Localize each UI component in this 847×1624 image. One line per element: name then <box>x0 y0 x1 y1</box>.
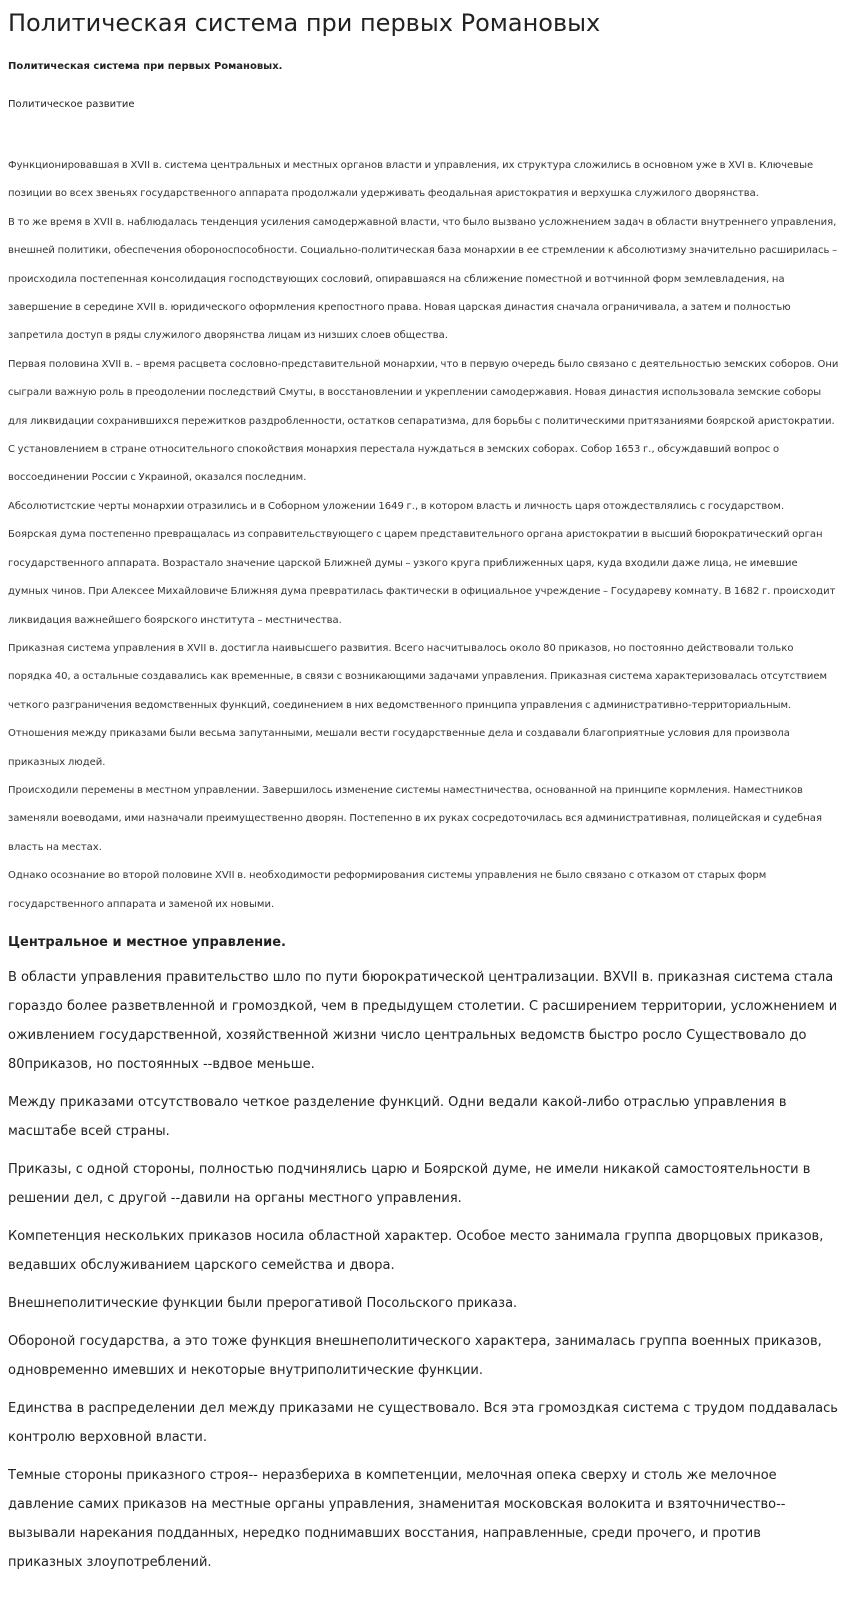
page-title: Политическая система при первых Романовых <box>8 9 601 37</box>
paragraph: Боярская дума постепенно превращалась из соправительствующего с царем представительного органа аристократии в высший бюрократический орган государственного аппарата. Возрастало значение царской Ближней думы – узкого круга приближенных царя, куда входили даже лица, не имевшие думных чинов. При Алексее Михайловиче Ближняя дума превратилась фактически в официальное учреждение – Государеву комнату. В 1682 г. происходит ликвидация важнейшего боярского института – местничества. <box>8 529 836 626</box>
section-label: Политическое развитие <box>8 99 135 110</box>
paragraph: Обороной государства, а это тоже функция внешнеполитического характера, занималась группа военных приказов, одновременно имевших и некоторые внутриполитические функции. <box>8 1333 822 1378</box>
paragraph: Темные стороны приказного строя-- неразбериха в компетенции, мелочная опека сверху и столь же мелочное давление самих приказов на местные органы управления, знаменитая московская волокита и взяточничество-- вызывали нарекания подданных, нередко поднимавших восстания, направленные, среди прочего, и против приказных злоупотреблений. <box>8 1467 786 1570</box>
paragraph: Однако осознание во второй половине XVII в. необходимости реформирования системы управления не было связано с отказом от старых форм государственного аппарата и заменой их новыми. <box>8 870 767 910</box>
paragraph: Компетенция нескольких приказов носила областной характер. Особое место занимала группа дворцовых приказов, ведавших обслуживанием царского семейства и двора. <box>8 1228 824 1273</box>
paragraph: В то же время в XVII в. наблюдалась тенденция усиления самодержавной власти, что было вызвано усложнением задач в области внутреннего управления, внешней политики, обеспечения обороноспособности. Социально-политическая база монархии в ее стремлении к абсолютизму значительно расширилась – происходила постепенная консолидация господствующих сословий, опиравшаяся на сближение поместной и вотчинной форм землевладения, на завершение в середине XVII в. юридического оформления крепостного права. Новая царская династия сначала ограничивала, а затем и полностью запретила доступ в ряды служилого дворянства лицам из низших слоев общества. <box>8 216 838 342</box>
paragraph: Абсолютистские черты монархии отразились и в Соборном уложении 1649 г., в котором власть и личность царя отождествлялись с государством. <box>8 500 785 512</box>
article-subtitle: Политическая система при первых Романовых. <box>8 61 283 72</box>
paragraph: Функционировавшая в XVII в. система центральных и местных органов власти и управления, их структура сложились в основном уже в XVI в. Ключевые позиции во всех звеньях государственного аппарата продолжали удерживать феодальная аристократия и верхушка служилого дворянства. <box>8 160 814 200</box>
small-text-section <box>8 152 839 919</box>
paragraph: Происходили перемены в местном управлении. Завершилось изменение системы наместничества, основанной на принципе кормления. Наместников заменяли воеводами, ими назначали преимущественно дворян. Постепенно в их руках сосредоточилась вся административная, полицейская и судебная власть на местах. <box>8 784 822 853</box>
paragraph: С установлением в стране относительного спокойствия монархия перестала нуждаться в земских соборах. Собор 1653 г., обсуждавший вопрос о воссоединении России с Украиной, оказался последним. <box>8 444 780 484</box>
large-text-section <box>8 963 839 1577</box>
paragraph: Приказы, с одной стороны, полностью подчинялись царю и Боярской думе, не имели никакой самостоятельности в решении дел, с другой --давили на органы местного управления. <box>8 1161 811 1206</box>
paragraph: Приказная система управления в XVII в. достигла наивысшего развития. Всего насчитывалось около 80 приказов, но постоянно действовали только порядка 40, а остальные создавались как временные, в связи с возникающими задачами управления. Приказная система характеризовалась отсутствием четкого разграничения ведомственных функций, соединением в них ведомственного принципа управления с административно-территориальным. Отношения между приказами были весьма запутанными, мешали вести государственные дела и создавали благоприятные условия для произвола приказных людей. <box>8 642 828 768</box>
section-heading: Центральное и местное управление. <box>8 934 286 950</box>
article <box>0 8 847 1577</box>
paragraph: Между приказами отсутствовало четкое разделение функций. Одни ведали какой-либо отраслью управления в масштабе всей страны. <box>8 1094 787 1139</box>
paragraph: Первая половина XVII в. – время расцвета сословно-представительной монархии, что в первую очередь было связано с деятельностью земских соборов. Они сыграли важную роль в преодолении последствий Смуты, в восстановлении и укреплении самодержавия. Новая династия использовала земские соборы для ликвидации сохранившихся пережитков раздробленности, остатков сепаратизма, для борьбы с политическими притязаниями боярской аристократии. <box>8 358 839 427</box>
paragraph: Внешнеполитические функции были прерогативой Посольского приказа. <box>8 1295 518 1311</box>
paragraph: В области управления правительство шло по пути бюрократической централизации. ВXVII в. приказная система стала гораздо более разветвленной и громоздкой, чем в предыдущем столетии. С расширением территории, усложнением и оживлением государственной, хозяйственной жизни число центральных ведомств быстро росло Существовало до 80приказов, но постоянных --вдвое меньше. <box>8 969 838 1072</box>
paragraph: Единства в распределении дел между приказами не существовало. Вся эта громоздкая система с трудом поддавалась контролю верховной власти. <box>8 1400 838 1445</box>
